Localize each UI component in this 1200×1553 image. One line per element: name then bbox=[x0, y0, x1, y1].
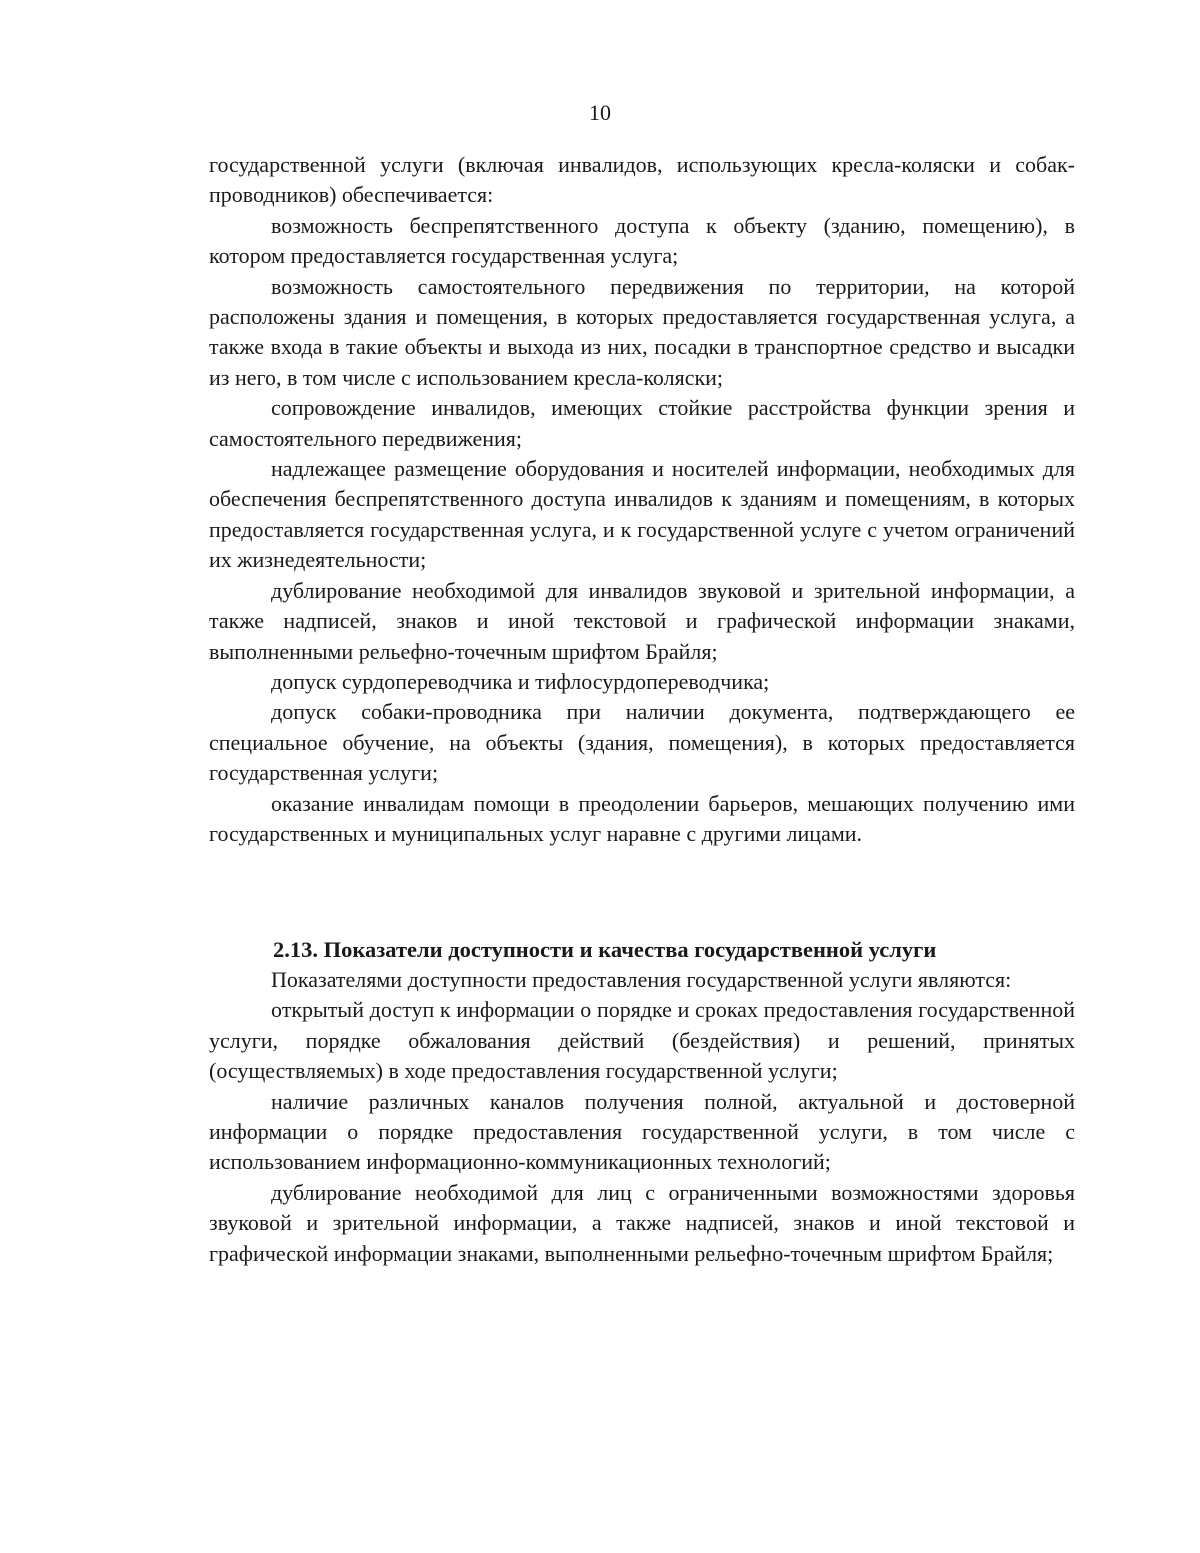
paragraph-information-channels: наличие различных каналов получения полной, актуальной и достоверной информации о порядке предоставления государственной услуги, в том числе с использованием информационно-коммуникационных технологий; bbox=[209, 1088, 1075, 1175]
page-number: 10 bbox=[589, 100, 611, 125]
paragraph-sign-interpreter: допуск сурдопереводчика и тифлосурдопереводчика; bbox=[271, 668, 770, 694]
paragraph-equipment-placement: надлежащее размещение оборудования и носителей информации, необходимых для обеспечения беспрепятственного доступа инвалидов к зданиям и помещениям, в которых предоставляется государственная услуга, и к государственной услуге с учетом ограничений их жизнедеятельности; bbox=[209, 456, 1075, 573]
paragraph-braille-duplication-2: дублирование необходимой для лиц с ограниченными возможностями здоровья звуковой и зрительной информации, а также надписей, знаков и иной текстовой и графической информации знаками, выполненными рельефно-точечным шрифтом Брайля; bbox=[209, 1179, 1075, 1266]
paragraph-indicators-intro: Показателями доступности предоставления государственной услуги являются: bbox=[271, 967, 1012, 992]
paragraph-barrier-assistance: оказание инвалидам помощи в преодолении барьеров, мешающих получению ими государственных и муниципальных услуг наравне с другими лицами. bbox=[209, 790, 1075, 846]
paragraph-braille-duplication: дублирование необходимой для инвалидов звуковой и зрительной информации, а также надписей, знаков и иной текстовой и графической информации знаками, выполненными рельефно-точечным шрифтом Брайля; bbox=[209, 577, 1075, 664]
paragraph-guide-dog: допуск собаки-проводника при наличии документа, подтверждающего ее специальное обучение, на объекты (здания, помещения), в которых предоставляется государственная услуги; bbox=[209, 699, 1075, 786]
paragraph-continuation: государственной услуги (включая инвалидов, использующих кресла-коляски и собак-проводников) обеспечивается: bbox=[209, 152, 1075, 208]
section-2-13 bbox=[209, 935, 1075, 1269]
paragraph-open-access: открытый доступ к информации о порядке и сроках предоставления государственной услуги, порядке обжалования действий (бездействия) и решений, принятых (осуществляемых) в ходе предоставления государственной услуги; bbox=[209, 997, 1075, 1084]
paragraph-independent-movement: возможность самостоятельного передвижения по территории, на которой расположены здания и помещения, в которых предоставляется государственная услуга, а также входа в такие объекты и выхода из них, посадки в транспортное средство и высадки из него, в том числе с использованием кресла-коляски; bbox=[209, 273, 1075, 390]
paragraph-unobstructed-access: возможность беспрепятственного доступа к объекту (зданию, помещению), в котором предоставляется государственная услуга; bbox=[209, 212, 1075, 269]
paragraph-escort: сопровождение инвалидов, имеющих стойкие расстройства функции зрения и самостоятельного передвижения; bbox=[209, 395, 1075, 451]
accessibility-provisions-block bbox=[209, 150, 1075, 849]
section-heading: 2.13. Показатели доступности и качества государственной услуги bbox=[273, 937, 937, 962]
